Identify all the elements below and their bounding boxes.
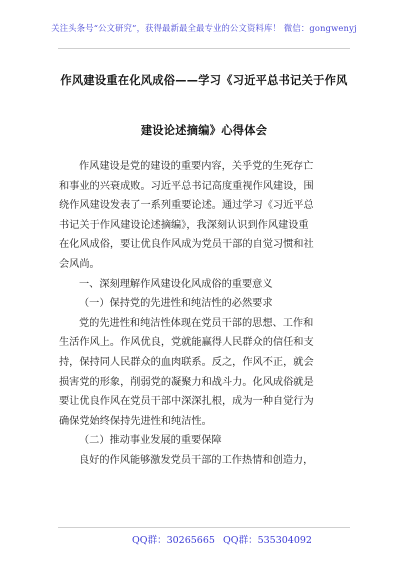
paragraph-line: 良好的作风能够激发党员干部的工作热情和创造力， [79, 454, 314, 466]
paragraph-line: 要让优良作风在党员干部中深深扎根，成为一种自觉行为 [59, 396, 314, 408]
paragraph-line: 书记关于作风建设论述摘编》，我深刻认识到作风建设重 [59, 219, 309, 231]
document-title-line-2: 建设论述摘编》心得体会 [140, 124, 268, 137]
document-body [59, 157, 351, 471]
subsection-heading: （一）保持党的先进性和纯洁性的必然要求 [79, 298, 273, 310]
header-banner: 关注头条号“公文研究”，获得最新最全最专业的公文资料库！ 微信：gongwenyj [51, 23, 357, 33]
paragraph-line: 作风建设是党的建设的重要内容，关乎党的生死存亡 [79, 161, 314, 172]
subsection-heading: （二）推动事业发展的重要保障 [79, 435, 222, 447]
footer-qq-group-1: QQ群：30265665 [132, 535, 215, 546]
header-divider [58, 48, 350, 49]
paragraph-line: 生活作风上。作风优良，党就能赢得人民群众的信任和支 [59, 337, 314, 349]
paragraph-line: 持，保持同人民群众的血肉联系。反之，作风不正，就会 [59, 356, 314, 368]
footer-divider [58, 527, 350, 528]
paragraph-line: 党的先进性和纯洁性体现在党员干部的思想、工作和 [79, 317, 314, 329]
paragraph-line: 会风尚。 [59, 258, 100, 270]
section-heading: 一、深刻理解作风建设化风成俗的重要意义 [79, 278, 273, 290]
paragraph-line: 损害党的形象，削弱党的凝聚力和战斗力。化风成俗就是 [59, 376, 314, 388]
paragraph-line: 绕作风建设发表了一系列重要论述。通过学习《习近平总 [59, 200, 314, 212]
document-title-line-1: 作风建设重在化风成俗——学习《习近平总书记关于作风 [60, 74, 348, 87]
paragraph-line: 在化风成俗，要让优良作风成为党员干部的自觉习惯和社 [59, 239, 314, 251]
paragraph-line: 确保党始终保持先进性和纯洁性。 [59, 415, 212, 427]
paragraph-line: 和事业的兴衰成败。习近平总书记高度重视作风建设，围 [59, 180, 314, 192]
footer-qq-group-2: QQ群：535304092 [223, 535, 312, 546]
